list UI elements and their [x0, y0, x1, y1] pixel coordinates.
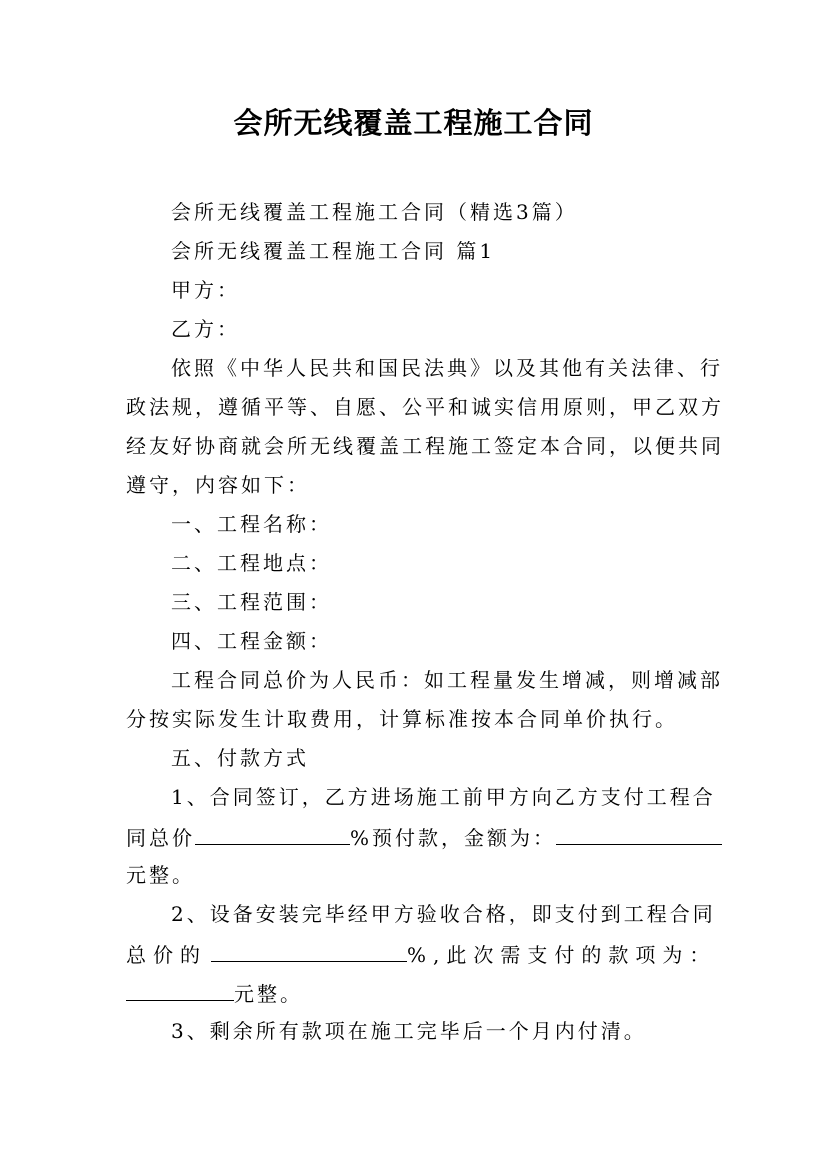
document-title: 会所无线覆盖工程施工合同: [233, 106, 594, 140]
blank-field: [556, 824, 722, 845]
blank-field: [195, 824, 350, 845]
clause-project-location: 二、工程地点：: [171, 551, 332, 575]
clause-payment-method: 五、付款方式: [171, 746, 309, 770]
paragraph-text: 总价的: [126, 943, 207, 967]
paragraph-text: %,此次需支付的款项为：: [407, 943, 717, 967]
paragraph-text: 元整。: [234, 982, 303, 1006]
paragraph-line: 经友好协商就会所无线覆盖工程施工签定本合同，以便共同: [126, 434, 724, 458]
payment-fill-line: [126, 824, 702, 850]
subtitle-line: 会所无线覆盖工程施工合同（精选3篇）: [171, 200, 578, 224]
paragraph-line: 工程合同总价为人民币：如工程量发生增减，则增减部: [171, 668, 723, 692]
paragraph-line: 依照《中华人民共和国民法典》以及其他有关法律、行: [171, 356, 723, 380]
party-a-label: 甲方：: [171, 278, 240, 302]
paragraph-line: 政法规，遵循平等、自愿、公平和诚实信用原则，甲乙双方: [126, 395, 724, 419]
paragraph-line: 1、合同签订，乙方进场施工前甲方向乙方支付工程合: [171, 785, 716, 809]
party-b-label: 乙方：: [171, 317, 240, 341]
payment-fill-line: [126, 941, 717, 967]
paragraph-line: 遵守，内容如下：: [126, 473, 310, 497]
paragraph-text: 同总价: [126, 826, 195, 850]
paragraph-line: 3、剩余所有款项在施工完毕后一个月内付清。: [171, 1019, 647, 1043]
paragraph-text: %预付款，金额为：: [350, 826, 557, 850]
paragraph-line: 元整。: [126, 863, 195, 887]
clause-project-name: 一、工程名称：: [171, 512, 332, 536]
clause-project-scope: 三、工程范围：: [171, 590, 332, 614]
blank-field: [211, 941, 407, 962]
clause-project-amount: 四、工程金额：: [171, 629, 332, 653]
blank-field: [126, 980, 234, 1001]
section-heading: 会所无线覆盖工程施工合同 篇1: [171, 239, 496, 263]
payment-fill-line: [126, 980, 702, 1006]
paragraph-line: 分按实际发生计取费用，计算标准按本合同单价执行。: [126, 707, 678, 731]
paragraph-line: 2、设备安装完毕经甲方验收合格，即支付到工程合同: [171, 902, 716, 926]
